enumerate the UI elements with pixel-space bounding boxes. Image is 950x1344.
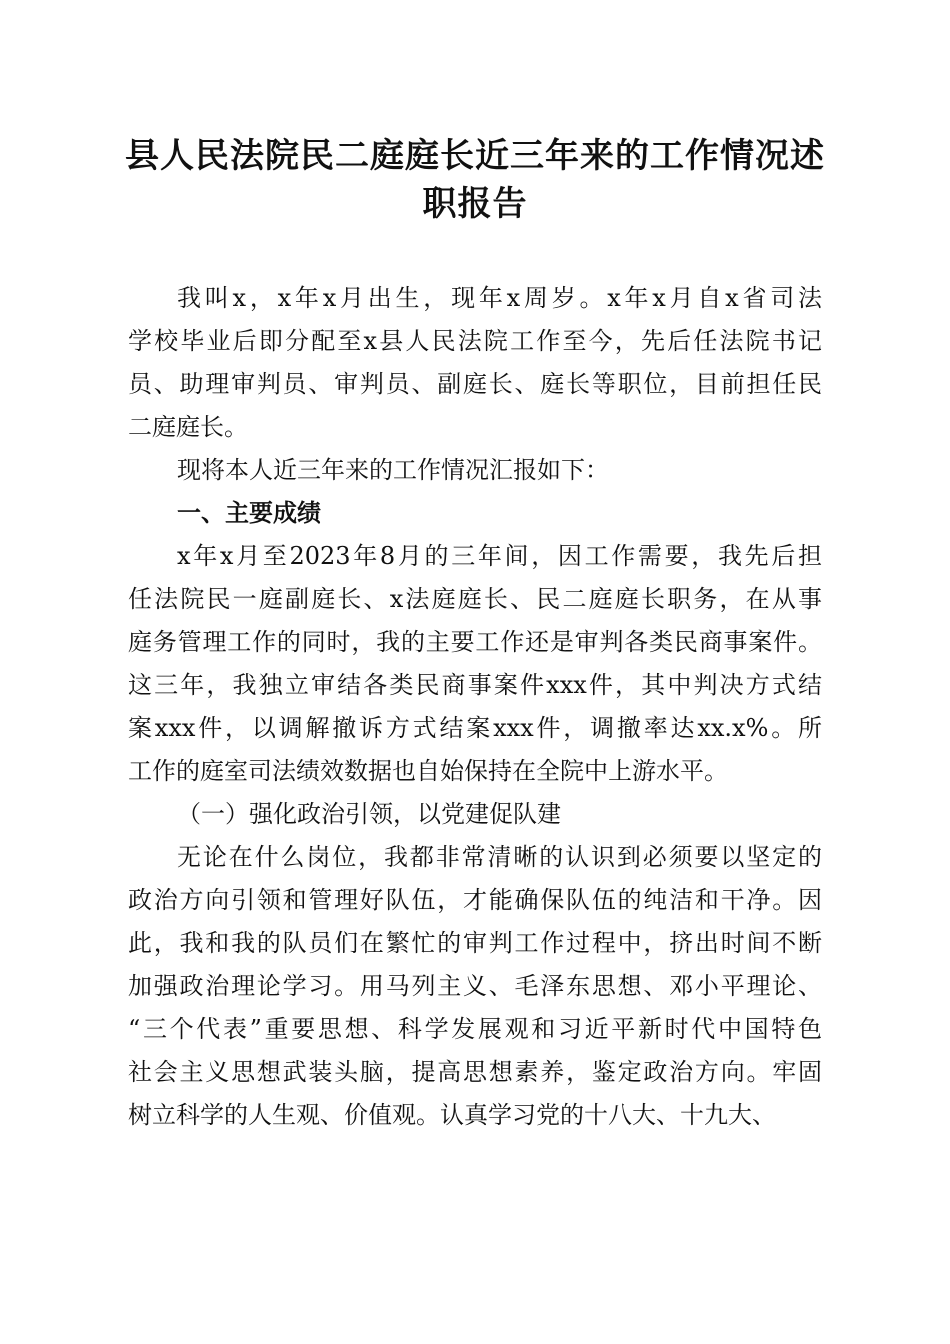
subsection-heading xyxy=(128,793,822,836)
text-line: 这三年，我独立审结各类民商事案件xxx件，其中判决方式结 xyxy=(128,671,822,699)
text-line: x年x月至2023年8月的三年间，因工作需要，我先后担 xyxy=(177,542,822,570)
text-line: 政治方向引领和管理好队伍，才能确保队伍的纯洁和干净。因 xyxy=(128,886,822,914)
text-line: 二庭庭长。 xyxy=(128,413,248,441)
paragraph xyxy=(128,535,822,793)
text-line: （一）强化政治引领，以党建促队建 xyxy=(177,800,561,828)
text-line: “三个代表”重要思想、科学发展观和习近平新时代中国特色 xyxy=(128,1015,822,1043)
text-line: 社会主义思想武装头脑，提高思想素养，鉴定政治方向。牢固 xyxy=(128,1058,822,1086)
paragraph xyxy=(128,277,822,449)
document-body xyxy=(128,277,822,1137)
text-line: 现将本人近三年来的工作情况汇报如下： xyxy=(177,456,609,484)
paragraph xyxy=(128,836,822,1137)
text-line: 加强政治理论学习。用马列主义、毛泽东思想、邓小平理论、 xyxy=(128,972,822,1000)
text-line: 案xxx件，以调解撤诉方式结案xxx件，调撤率达xx.x%。所 xyxy=(128,714,822,742)
title-line: 职报告 xyxy=(422,184,528,224)
text-line: 工作的庭室司法绩效数据也自始保持在全院中上游水平。 xyxy=(128,757,728,785)
text-line: 无论在什么岗位，我都非常清晰的认识到必须要以坚定的 xyxy=(177,843,822,871)
title-line: 县人民法院民二庭庭长近三年来的工作情况述 xyxy=(125,136,825,176)
paragraph xyxy=(128,449,822,492)
text-line: 此，我和我的队员们在繁忙的审判工作过程中，挤出时间不断 xyxy=(128,929,822,957)
text-line: 庭务管理工作的同时，我的主要工作还是审判各类民商事案件。 xyxy=(128,628,822,656)
document-title xyxy=(100,132,850,228)
text-line: 员、助理审判员、审判员、副庭长、庭长等职位，目前担任民 xyxy=(128,370,822,398)
text-line: 我叫x，x年x月出生，现年x周岁。x年x月自x省司法 xyxy=(177,284,822,312)
text-line: 树立科学的人生观、价值观。认真学习党的十八大、十九大、 xyxy=(128,1101,776,1129)
text-line: 任法院民一庭副庭长、x法庭庭长、民二庭庭长职务，在从事 xyxy=(128,585,822,613)
text-line: 学校毕业后即分配至x县人民法院工作至今，先后任法院书记 xyxy=(128,327,822,355)
section-heading xyxy=(128,492,822,535)
text-line: 一、主要成绩 xyxy=(177,499,321,527)
